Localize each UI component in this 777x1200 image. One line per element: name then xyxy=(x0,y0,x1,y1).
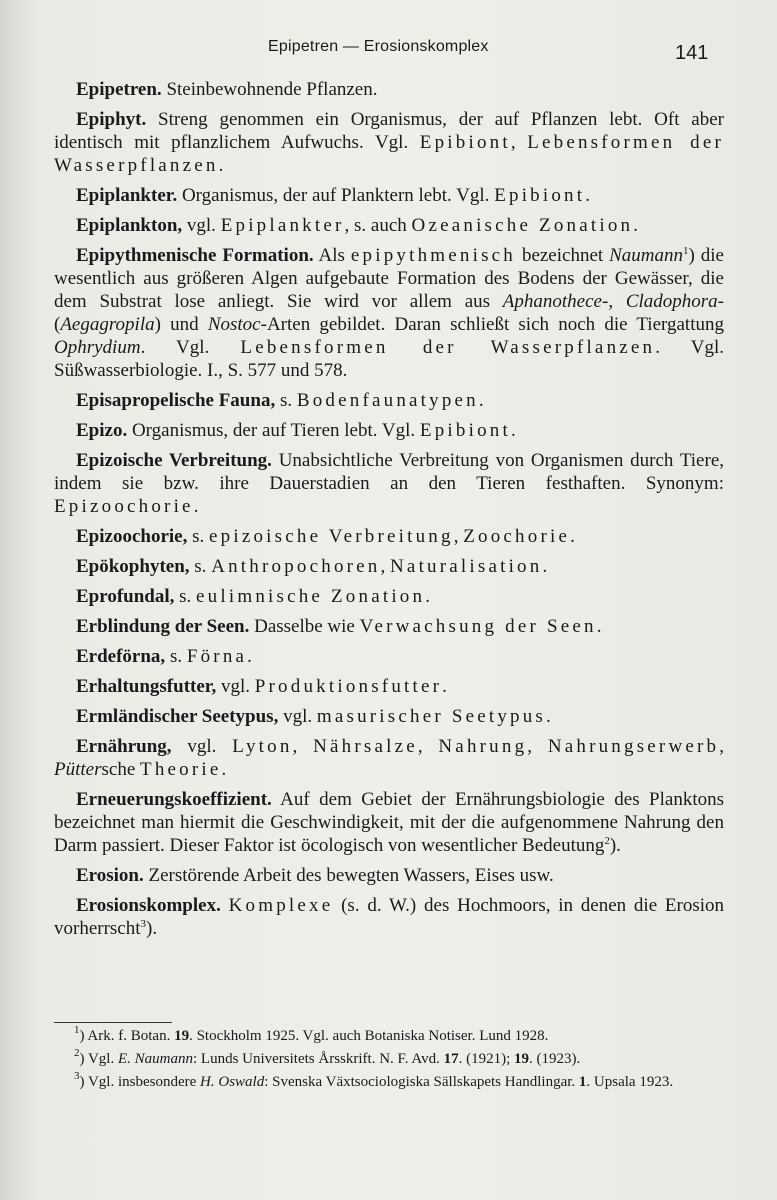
cross-reference: Anthropochoren xyxy=(211,556,381,577)
lemma: Erosion. xyxy=(76,865,144,886)
lemma: Epizoochorie, xyxy=(76,526,188,547)
taxon-name: Nostoc- xyxy=(207,314,267,335)
entry-erdefoerna: Erdeförna, s. Förna. xyxy=(76,646,252,667)
entry-epiphyt: Epiphyt. Streng genommen ein Organismus, der auf Pflanzen lebt. Oft aber identisch mit pflanzlichem Aufwuchs. Vgl. Epibiont, Lebensformen der Wasserpflanzen. xyxy=(54,109,724,176)
running-title: Epipetren — Erosionskomplex xyxy=(268,38,489,55)
volume-number: 19 xyxy=(514,1051,530,1067)
author-name: H. Oswald xyxy=(200,1074,265,1090)
lemma: Epipythmenische Formation. xyxy=(76,245,314,266)
cross-reference: Verwachsung der Seen xyxy=(359,616,597,637)
footnote-rule xyxy=(54,1022,172,1023)
footnote-3: $^3$) Vgl. insbesondere H. Oswald: Svenska Växtsociologiska Sällskapets Handlingar. 1. Upsala 1923. xyxy=(74,1070,674,1090)
taxon-name: Cladophora- xyxy=(625,291,725,312)
cross-reference: Nahrungserwerb xyxy=(547,736,720,757)
volume-number: 17 xyxy=(443,1051,459,1067)
footnote-marker: 1 xyxy=(74,1024,80,1036)
cross-reference: Förna xyxy=(186,646,248,667)
footnote-1: $^1$) Ark. f. Botan. 19. Stockholm 1925. Vgl. auch Botaniska Notiser. Lund 1928. xyxy=(74,1024,549,1044)
cross-reference: Epibiont xyxy=(419,132,511,153)
lemma: Eprofundal, xyxy=(76,586,175,607)
entry-epiplankter: Epiplankter. Organismus, der auf Planktern lebt. Vgl. Epibiont. xyxy=(76,185,590,206)
entry-epoekophyten: Epökophyten, s. Anthropochoren, Naturalisation. xyxy=(76,556,548,577)
cross-reference: Ozeanische Zonation xyxy=(411,215,634,236)
lemma: Erhaltungsfutter, xyxy=(76,676,217,697)
footnote-marker: 2 xyxy=(74,1047,80,1059)
cross-reference: Epiplankter xyxy=(220,215,345,236)
cross-reference: Nährsalze xyxy=(313,736,418,757)
page-number: 141 xyxy=(675,42,709,64)
footnote-marker: 3 xyxy=(74,1070,80,1082)
page-header xyxy=(0,36,777,66)
cross-reference: Zoochorie xyxy=(463,526,571,547)
volume-number: 19 xyxy=(174,1028,190,1044)
entry-epiplankton: Epiplankton, vgl. Epiplankter, s. auch Ozeanische Zonation. xyxy=(76,215,639,236)
lemma: Epiplankton, xyxy=(76,215,183,236)
footnote-marker: 1 xyxy=(683,245,689,257)
entry-epipetren: Epipetren. Steinbewohnende Pflanzen. xyxy=(76,79,378,100)
author-name: E. Naumann xyxy=(117,1051,193,1067)
cross-reference: Bodenfaunatypen xyxy=(296,390,479,411)
cross-reference: Lebensformen der Wasserpflanzen xyxy=(54,132,724,176)
cross-reference: masurischer Seetypus xyxy=(316,706,547,727)
footnotes xyxy=(54,1024,724,1096)
lemma: Episapropelische Fauna, xyxy=(76,390,276,411)
entry-epipythmenische-formation: Epipythmenische Formation. Als epipythmenisch bezeichnet Naumann$^1$) die wesentlich aus größeren Algen aufgebaute Formation des Bodens der Gewässer, die dem Substrat lose anliegt. Sie wird vor allem aus Aphanothece-, Cladophora- (Aegagropila) und Nostoc-Arten gebildet. Daran schließt sich noch die Tiergattung Ophrydium. Vgl. Lebensformen der Wasserpflanzen. Vgl. Süßwasserbiologie. I., S. 577 und 578. xyxy=(54,245,725,381)
taxon-name: Aegagropila xyxy=(60,314,155,335)
lemma: Erosionskomplex. xyxy=(76,895,221,916)
cross-reference: Epibiont xyxy=(494,185,586,206)
entry-eprofundal: Eprofundal, s. eulimnische Zonation. xyxy=(76,586,430,607)
lemma: Epizo. xyxy=(76,420,128,441)
entry-erblindung-der-seen: Erblindung der Seen. Dasselbe wie Verwachsung der Seen. xyxy=(76,616,602,637)
cross-reference: Epibiont xyxy=(419,420,511,441)
lemma: Erneuerungskoeffizient. xyxy=(76,789,272,810)
entry-ermlaendischer-seetypus: Ermländischer Seetypus, vgl. masurischer Seetypus. xyxy=(76,706,551,727)
footnote-2: $^2$) Vgl. E. Naumann: Lunds Universitets Årsskrift. N. F. Avd. 17. (1921); 19. (1923). xyxy=(74,1047,581,1067)
lemma: Epiphyt. xyxy=(76,109,147,130)
cross-reference: epizoische Verbreitung xyxy=(209,526,454,547)
entry-erosion: Erosion. Zerstörende Arbeit des bewegten Wassers, Eises usw. xyxy=(76,865,554,886)
lemma: Erdeförna, xyxy=(76,646,166,667)
cross-reference: Komplexe xyxy=(228,895,334,916)
taxon-name: Aphanothece- xyxy=(502,291,609,312)
lemma: Epökophyten, xyxy=(76,556,190,577)
lemma: Ernährung, xyxy=(76,736,172,757)
lemma: Epizoische Verbreitung. xyxy=(76,450,272,471)
cross-reference: Epizoochorie xyxy=(54,496,194,517)
lemma: Epipetren. xyxy=(76,79,162,100)
entry-episapropelische-fauna: Episapropelische Fauna, s. Bodenfaunatypen. xyxy=(76,390,484,411)
lemma: Epiplankter. xyxy=(76,185,178,206)
lemma: Ermländischer Seetypus, xyxy=(76,706,279,727)
entry-erhaltungsfutter: Erhaltungsfutter, vgl. Produktionsfutter. xyxy=(76,676,447,697)
author-name: Naumann xyxy=(609,245,684,266)
taxon-name: Ophrydium xyxy=(54,337,141,358)
cross-reference: Lyton xyxy=(232,736,293,757)
entry-erneuerungskoeffizient: Erneuerungskoeffizient. Auf dem Gebiet der Ernährungsbiologie des Planktons bezeichnet man hiermit die Geschwindigkeit, mit der die aufgenommene Nahrung den Darm passiert. Dieser Faktor ist öcologisch von wesentlicher Bedeutung$^2$). xyxy=(54,789,724,856)
footnote-marker: 2 xyxy=(604,835,610,847)
cross-reference: eulimnische Zonation xyxy=(196,586,426,607)
dictionary-entries xyxy=(54,78,724,947)
volume-number: 1 xyxy=(578,1074,587,1090)
entry-epizoische-verbreitung: Epizoische Verbreitung. Unabsichtliche Verbreitung von Organismen durch Tiere, indem sie bzw. ihre Dauerstadien an den Tieren festhaften. Synonym: Epizoochorie. xyxy=(54,450,724,517)
cross-reference: Produktionsfutter xyxy=(254,676,443,697)
footnote-marker: 3 xyxy=(140,918,147,930)
entry-epizoochorie: Epizoochorie, s. epizoische Verbreitung, Zoochorie. xyxy=(76,526,575,547)
entry-ernaehrung: Ernährung, vgl. Lyton, Nährsalze, Nahrung, Nahrungserwerb, Püttersche Theorie. xyxy=(54,736,724,780)
entry-epizo: Epizo. Organismus, der auf Tieren lebt. Vgl. Epibiont. xyxy=(76,420,516,441)
entry-erosionskomplex: Erosionskomplex. Komplexe (s. d. W.) des Hochmoors, in denen die Erosion vorherrscht$^3$). xyxy=(54,895,725,939)
cross-reference: Theorie xyxy=(140,759,222,780)
lemma: Erblindung der Seen. xyxy=(76,616,250,637)
cross-reference: Naturalisation xyxy=(390,556,543,577)
author-name: Pütter xyxy=(54,759,102,780)
cross-reference: Lebensformen der Wasserpflanzen xyxy=(240,337,656,358)
cross-reference: Nahrung xyxy=(438,736,528,757)
